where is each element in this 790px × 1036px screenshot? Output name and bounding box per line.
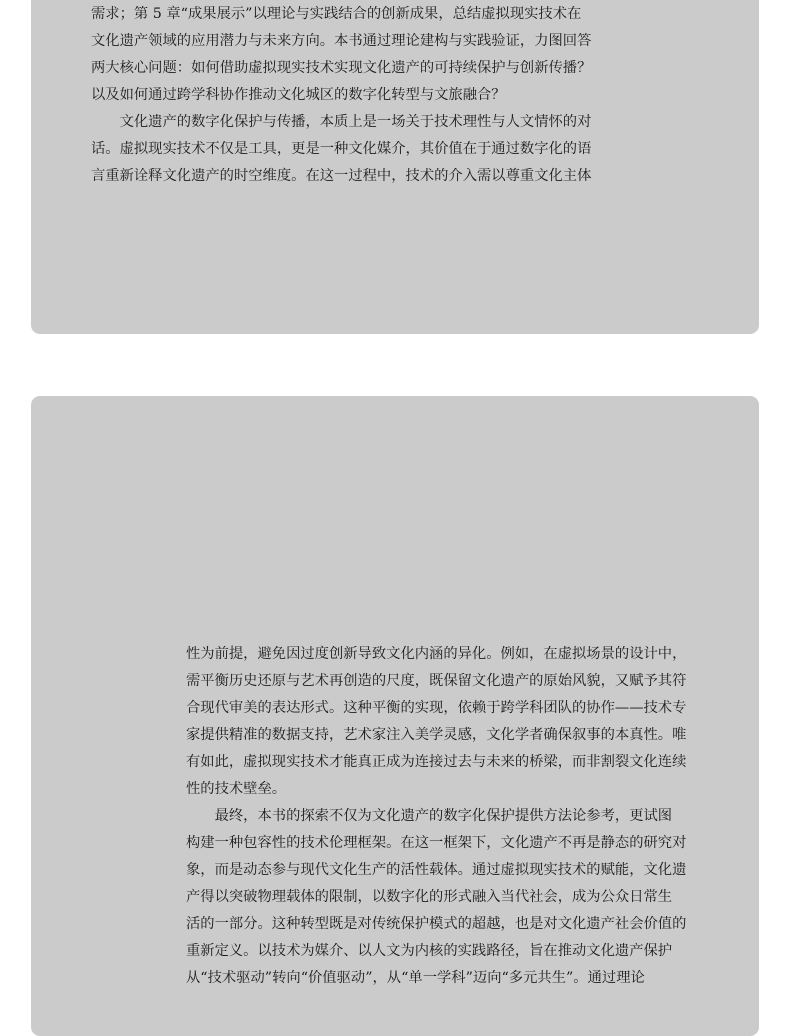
- text-line: 产得以突破物理载体的限制，以数字化的形式融入当代社会，成为公众日常生: [186, 889, 673, 905]
- text-line: 以及如何通过跨学科协作推动文化城区的数字化转型与文旅融合？: [91, 87, 506, 103]
- document-page-top: [31, 0, 759, 334]
- text-line: 从“技术驱动”转向“价值驱动”，从“单一学科”迈向“多元共生”。通过理论: [186, 970, 645, 986]
- text-line: 构建一种包容性的技术伦理框架。在这一框架下，文化遗产不再是静态的研究对: [186, 835, 687, 851]
- text-line: 有如此，虚拟现实技术才能真正成为连接过去与未来的桥梁，而非割裂文化连续: [186, 754, 687, 770]
- text-line: 言重新诠释文化遗产的时空维度。在这一过程中，技术的介入需以尊重文化主体: [91, 168, 592, 184]
- text-line-paragraph-start: 文化遗产的数字化保护与传播，本质上是一场关于技术理性与人文情怀的对: [119, 114, 592, 130]
- text-line: 家提供精准的数据支持，艺术家注入美学灵感，文化学者确保叙事的本真性。唯: [186, 727, 687, 743]
- text-line: 象，而是动态参与现代文化生产的活性载体。通过虚拟现实技术的赋能，文化遗: [186, 862, 687, 878]
- text-line-paragraph-start: 最终，本书的探索不仅为文化遗产的数字化保护提供方法论参考，更试图: [214, 808, 673, 824]
- text-line: 需平衡历史还原与艺术再创造的尺度，既保留文化遗产的原始风貌，又赋予其符: [186, 673, 687, 689]
- text-line: 文化遗产领域的应用潜力与未来方向。本书通过理论建构与实践验证，力图回答: [91, 33, 592, 49]
- page-body-text: [186, 641, 701, 992]
- text-line: 需求；第 5 章“成果展示”以理论与实践结合的创新成果，总结虚拟现实技术在: [91, 6, 582, 22]
- text-line: 性为前提，避免因过度创新导致文化内涵的异化。例如，在虚拟场景的设计中，: [186, 646, 687, 662]
- page-body-text: [91, 0, 606, 190]
- text-line: 性的技术壁垒。: [186, 781, 287, 797]
- text-line: 合现代审美的表达形式。这种平衡的实现，依赖于跨学科团队的协作——技术专: [186, 700, 687, 716]
- text-line: 活的一部分。这种转型既是对传统保护模式的超越，也是对文化遗产社会价值的: [186, 916, 687, 932]
- text-line: 重新定义。以技术为媒介、以人文为内核的实践路径，旨在推动文化遗产保护: [186, 943, 673, 959]
- document-page-bottom: [31, 396, 759, 1036]
- text-line: 话。虚拟现实技术不仅是工具，更是一种文化媒介，其价值在于通过数字化的语: [91, 141, 592, 157]
- text-line: 两大核心问题：如何借助虚拟现实技术实现文化遗产的可持续保护与创新传播？: [91, 60, 592, 76]
